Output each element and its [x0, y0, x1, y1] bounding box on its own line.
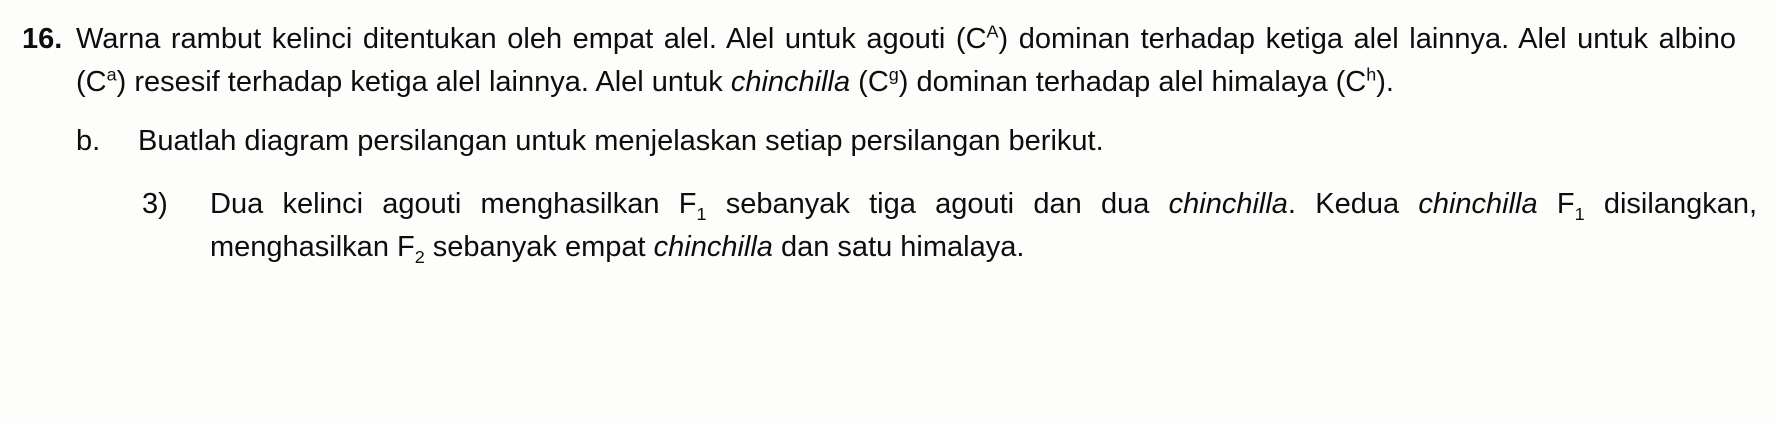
- stem-sup-4: h: [1366, 64, 1377, 85]
- item-part-5: disilangkan, menghasilkan F: [210, 188, 1758, 263]
- question-stem-row: [18, 18, 1757, 269]
- stem-sup-2: a: [106, 64, 117, 85]
- item-text: [210, 183, 1757, 269]
- item-italic-1: chinchilla: [1168, 188, 1288, 220]
- stem-part-5: ) dominan terhadap alel himalaya (C: [898, 66, 1367, 98]
- item-part-6: sebanyak empat: [424, 231, 654, 263]
- item-part-2: sebanyak tiga agouti dan dua: [706, 188, 1169, 220]
- item-row: [142, 183, 1757, 269]
- item-italic-3: chinchilla: [653, 231, 773, 263]
- sub-question-label: b.: [76, 125, 101, 157]
- question-stem-body: [76, 18, 1757, 269]
- item-italic-2: chinchilla: [1418, 188, 1538, 220]
- stem-part-4: (C: [850, 66, 889, 98]
- item-label: 3): [142, 188, 168, 220]
- stem-sup-3: g: [888, 64, 899, 85]
- item-part-7: dan satu himalaya.: [772, 231, 1025, 263]
- sub-question-text: Buatlah diagram persilangan untuk menjelaskan setiap persilangan berikut.: [138, 125, 1104, 157]
- question-stem-text: [76, 18, 1736, 104]
- sub-question-row: [76, 120, 1757, 163]
- stem-sup-1: A: [986, 21, 999, 42]
- item-sub-2: 1: [1574, 203, 1585, 224]
- stem-part-6: ).: [1376, 66, 1394, 98]
- stem-part-3: ) resesif terhadap ketiga alel lainnya. Alel untuk: [116, 66, 731, 98]
- item-sub-3: 2: [414, 246, 425, 267]
- stem-italic-1: chinchilla: [730, 66, 851, 98]
- item-part-4: F: [1537, 188, 1575, 220]
- item-part-1: Dua kelinci agouti menghasilkan F: [210, 188, 697, 220]
- item-sub-1: 1: [696, 203, 707, 224]
- question-block: [18, 18, 1757, 269]
- stem-part-2: ) dominan terhadap ketiga alel lainnya. Alel untuk albino (C: [76, 23, 1736, 98]
- question-number: 16.: [22, 23, 63, 55]
- stem-part-1: Warna rambut kelinci ditentukan oleh empat alel. Alel untuk agouti (C: [76, 23, 987, 55]
- item-part-3: . Kedua: [1287, 188, 1419, 220]
